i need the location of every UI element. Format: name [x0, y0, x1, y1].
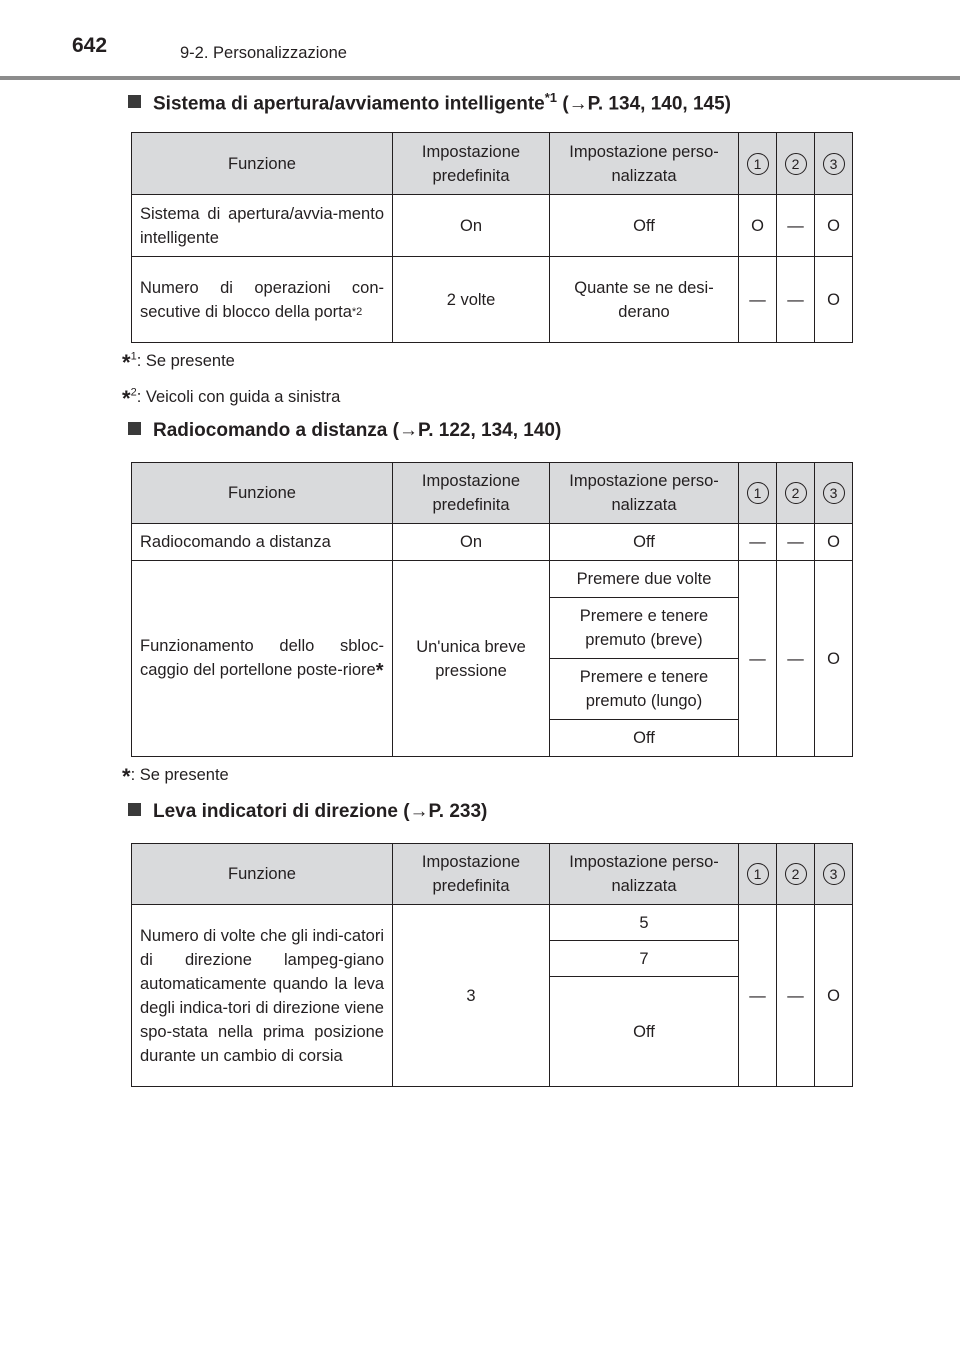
table-smart-key	[131, 132, 853, 343]
table-remote	[131, 462, 853, 757]
footnote-2: *$^2$: Veicoli con guida a sinistra	[122, 386, 341, 411]
col-header-3: 3	[815, 463, 853, 524]
section-heading-turn-signal: Leva indicatori di direzione (→P. 233)	[128, 801, 487, 823]
bullet-square-icon	[128, 803, 141, 816]
section-title: 9-2. Personalizzazione	[180, 44, 347, 62]
footnote-1: *$^1$: Se presente	[122, 350, 235, 375]
bullet-square-icon	[128, 95, 141, 108]
section-heading-remote: Radiocomando a distanza (→P. 122, 134, 140)	[128, 420, 561, 442]
table-row: Off	[132, 977, 853, 1087]
table-row: Sistema di apertura/avvia-mento intelligente On Off O — O	[132, 195, 853, 257]
col-header-personalizzata: Impostazione perso-nalizzata	[550, 133, 739, 195]
col-header-funzione: Funzione	[132, 844, 393, 905]
col-header-predefinita: Impostazione predefinita	[393, 463, 550, 524]
col-header-funzione: Funzione	[132, 133, 393, 195]
col-header-2: 2	[777, 133, 815, 195]
col-header-predefinita: Impostazione predefinita	[393, 133, 550, 195]
table-turn-signal	[131, 843, 853, 1087]
col-header-personalizzata: Impostazione perso-nalizzata	[550, 844, 739, 905]
bullet-square-icon	[128, 422, 141, 435]
table-row: Premere e tenere premuto (breve)	[132, 598, 853, 659]
col-header-1: 1	[739, 133, 777, 195]
section-heading-smart-key: Sistema di apertura/avviamento intelligente$^{*1}$ (→P. 134, 140, 145)	[128, 90, 731, 115]
table-row: 7	[132, 941, 853, 977]
table-row: Numero di volte che gli indi-catori di direzione lampeg-giano automaticamente quando la leva degli indica-tori di direzione viene spo-stata nella prima posizione durante un cambio di corsia 3 5 — — O	[132, 905, 853, 941]
col-header-funzione: Funzione	[132, 463, 393, 524]
col-header-1: 1	[739, 844, 777, 905]
footnote-se-presente: *: Se presente	[122, 764, 229, 789]
page-number: 642	[72, 34, 108, 57]
col-header-personalizzata: Impostazione perso-nalizzata	[550, 463, 739, 524]
table-row: Radiocomando a distanza On Off — — O	[132, 524, 853, 561]
header-rule	[0, 76, 960, 80]
col-header-2: 2	[777, 844, 815, 905]
col-header-2: 2	[777, 463, 815, 524]
table-row: Off	[132, 720, 853, 757]
table-row: Numero di operazioni con-secutive di blocco della porta$^{*2}$ 2 volte Quante se ne desi-derano — — O	[132, 257, 853, 343]
table-row: Funzionamento dello sbloc-caggio del portellone poste-riore* Un'unica breve pressione Premere due volte — — O	[132, 561, 853, 598]
col-header-3: 3	[815, 133, 853, 195]
table-row: Premere e tenere premuto (lungo)	[132, 659, 853, 720]
col-header-1: 1	[739, 463, 777, 524]
col-header-predefinita: Impostazione predefinita	[393, 844, 550, 905]
page-header	[0, 0, 960, 80]
col-header-3: 3	[815, 844, 853, 905]
